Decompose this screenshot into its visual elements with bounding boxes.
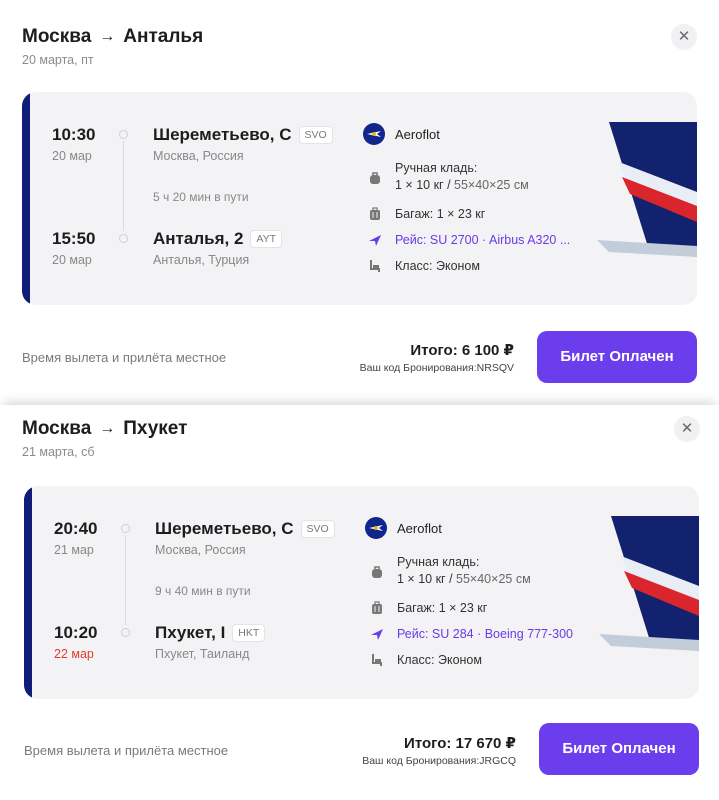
baggage-icon [368, 207, 382, 221]
total-price: Итого: 6 100 ₽ [410, 342, 514, 359]
seat-icon [368, 259, 382, 273]
flight-card [24, 486, 699, 699]
departure-dot [119, 130, 128, 139]
aircraft-tail-icon [599, 516, 699, 651]
close-icon[interactable]: ✕ [671, 24, 697, 50]
departure-date: 21 мар [54, 543, 94, 557]
timeline-line [123, 141, 124, 231]
card-accent-stripe [22, 92, 30, 305]
arrow-right-icon: → [99, 420, 116, 437]
class-info: Класс: Эконом [395, 259, 480, 273]
baggage-info: Багаж: 1 × 23 кг [395, 207, 486, 221]
departure-time: 20:40 [54, 519, 98, 538]
hand-baggage-icon [368, 171, 382, 185]
flight-duration: 9 ч 40 мин в пути [155, 584, 251, 598]
timeline-line [125, 535, 126, 625]
trip-panel-phuket [0, 405, 719, 800]
arrival-dot [121, 628, 130, 637]
ticket-paid-button[interactable]: Билет Оплачен [537, 331, 697, 383]
trip-date: 20 марта, пт [22, 53, 94, 67]
total-price: Итого: 17 670 ₽ [404, 735, 516, 752]
aircraft-tail-icon [597, 122, 697, 257]
departure-airport: Шереметьево, C SVO [155, 519, 335, 540]
route-title: Москва → Анталья [22, 26, 204, 47]
hand-baggage-info: Ручная кладь: 1 × 10 кг / 55×40×25 см [397, 555, 531, 586]
trip-date: 21 марта, сб [22, 445, 95, 459]
arrival-airport: Анталья, 2 AYT [153, 229, 282, 250]
flight-card [22, 92, 697, 305]
plane-icon [370, 627, 384, 641]
seat-icon [370, 653, 384, 667]
airport-code: HKT [232, 624, 265, 642]
aeroflot-logo-icon [363, 123, 385, 145]
baggage-info: Багаж: 1 × 23 кг [397, 601, 488, 615]
arrival-city: Анталья, Турция [153, 253, 250, 267]
arrow-right-icon: → [99, 28, 116, 45]
arrival-time: 10:20 [54, 623, 98, 642]
airport-code: SVO [299, 126, 333, 144]
flight-details-link[interactable]: Рейс: SU 2700 · Airbus A320 ... [395, 233, 571, 247]
arrival-date-next-day: 22 мар [54, 647, 94, 661]
departure-dot [121, 524, 130, 533]
local-time-note: Время вылета и прилёта местное [22, 350, 227, 365]
airline-name: Aeroflot [395, 127, 440, 142]
card-accent-stripe [24, 486, 32, 699]
booking-code: Ваш код Бронирования:NRSQV [359, 362, 514, 374]
airport-code: AYT [250, 230, 282, 248]
airline-name: Aeroflot [397, 521, 442, 536]
airport-code: SVO [301, 520, 335, 538]
arrival-date: 20 мар [52, 253, 92, 267]
arrival-dot [119, 234, 128, 243]
arrival-time: 15:50 [52, 229, 96, 248]
flight-details-link[interactable]: Рейс: SU 284 · Boeing 777-300 [397, 627, 573, 641]
hand-baggage-icon [370, 565, 384, 579]
baggage-icon [370, 601, 384, 615]
departure-city: Москва, Россия [153, 149, 244, 163]
ticket-paid-button[interactable]: Билет Оплачен [539, 723, 699, 775]
departure-date: 20 мар [52, 149, 92, 163]
hand-baggage-info: Ручная кладь: 1 × 10 кг / 55×40×25 см [395, 161, 529, 192]
local-time-note: Время вылета и прилёта местное [24, 743, 229, 758]
arrival-airport: Пхукет, I HKT [155, 623, 265, 644]
departure-time: 10:30 [52, 125, 96, 144]
close-icon[interactable]: ✕ [674, 416, 700, 442]
class-info: Класс: Эконом [397, 653, 482, 667]
departure-airport: Шереметьево, C SVO [153, 125, 333, 146]
arrival-city: Пхукет, Таиланд [155, 647, 250, 661]
aeroflot-logo-icon [365, 517, 387, 539]
route-title: Москва → Пхукет [22, 418, 188, 439]
flight-duration: 5 ч 20 мин в пути [153, 190, 249, 204]
booking-code: Ваш код Бронирования:JRGCQ [362, 755, 516, 767]
departure-city: Москва, Россия [155, 543, 246, 557]
plane-icon [368, 233, 382, 247]
